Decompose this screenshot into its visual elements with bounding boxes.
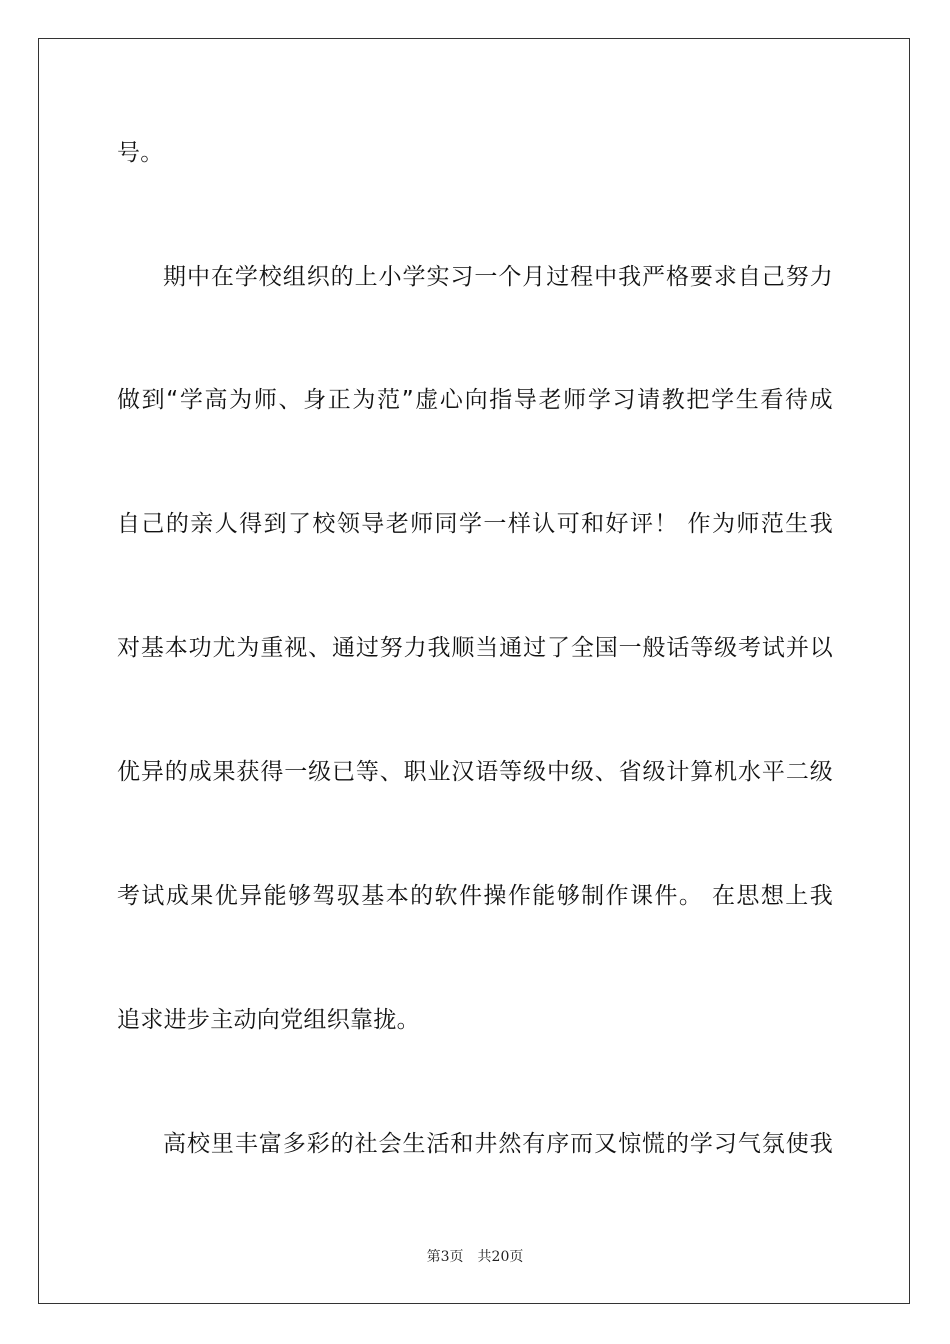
text-line-1: 号。 [117, 140, 164, 166]
text-line-8: 追求进步主动向党组织靠拢。 [117, 1007, 420, 1033]
text-line-7: 考试成果优异能够驾驭基本的软件操作能够制作课件。 在思想上我 [117, 883, 833, 909]
page-border [38, 38, 910, 1304]
total-pages: 共20页 [477, 1249, 524, 1265]
page-footer [0, 1246, 950, 1266]
text-line-9: 高校里丰富多彩的社会生活和井然有序而又惊慌的学习气氛使我 [163, 1131, 833, 1157]
text-line-4: 自己的亲人得到了校领导老师同学一样认可和好评！ 作为师范生我 [117, 511, 833, 537]
text-line-2: 期中在学校组织的上小学实习一个月过程中我严格要求自己努力 [163, 264, 833, 290]
text-line-5: 对基本功尤为重视、通过努力我顺当通过了全国一般话等级考试并以 [117, 635, 833, 661]
text-line-6: 优异的成果获得一级已等、职业汉语等级中级、省级计算机水平二级 [117, 759, 833, 785]
text-line-3: 做到“学高为师、身正为范”虚心向指导老师学习请教把学生看待成 [117, 387, 833, 413]
page-number: 第3页 [426, 1249, 464, 1265]
